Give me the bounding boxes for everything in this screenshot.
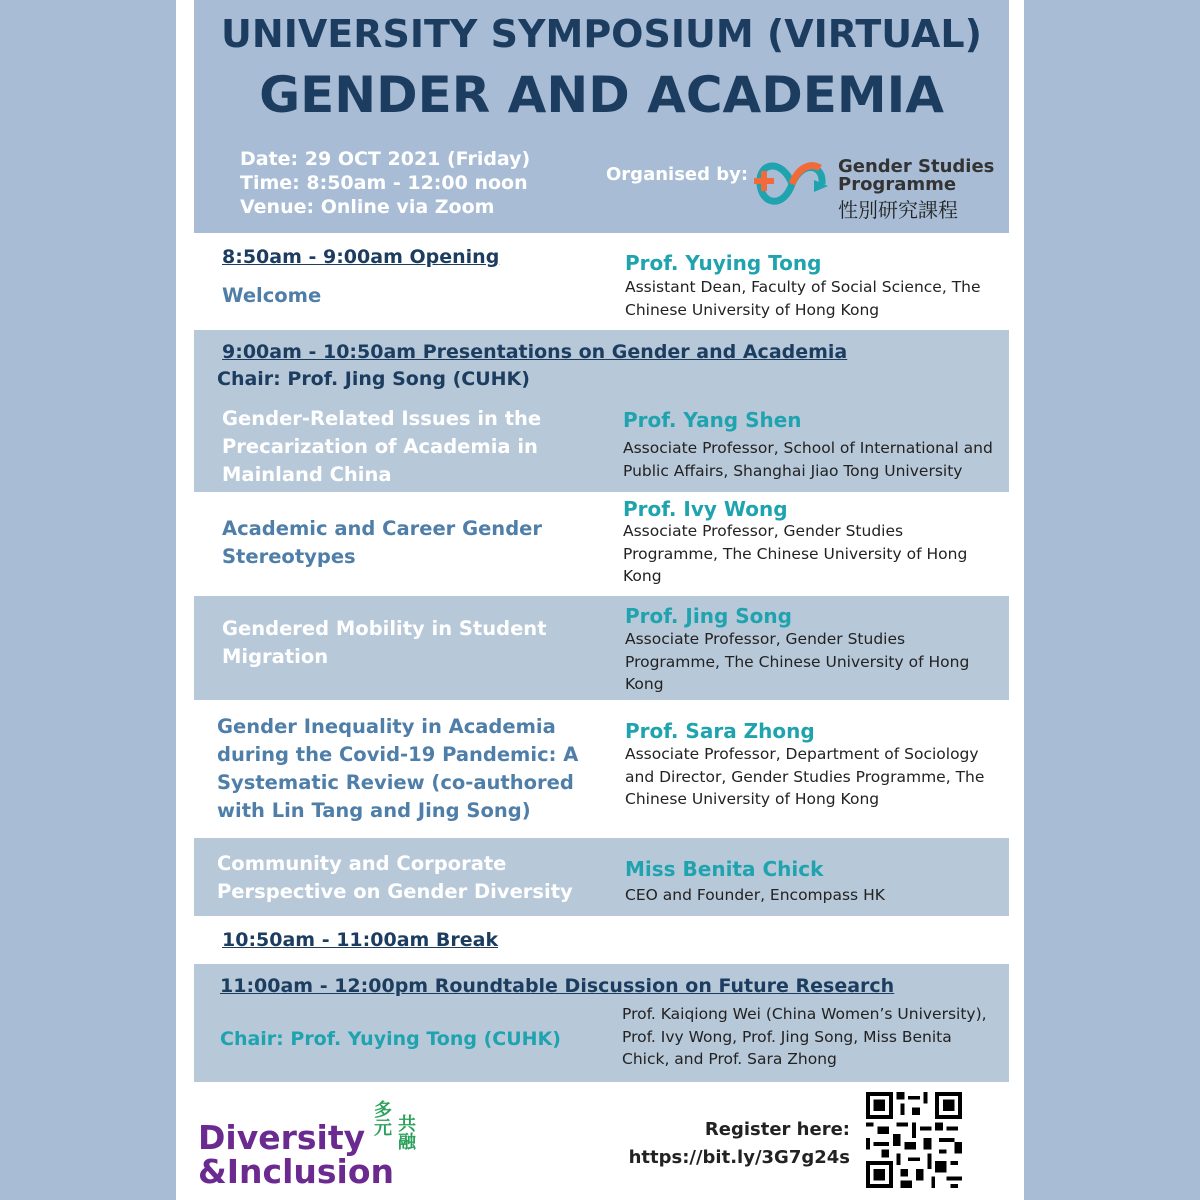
talk-5-speaker: Miss Benita Chick	[625, 857, 824, 881]
talk-4-topic: Gender Inequality in Academia during the Covid-19 Pandemic: A Systematic Review (co-authored with Lin Tang and Jing Song)	[217, 715, 579, 822]
talk-4-speaker: Prof. Sara Zhong	[625, 719, 815, 743]
talk-1-topic: Gender-Related Issues in the Precarization of Academia in Mainland China	[222, 407, 542, 486]
di-logo-line1: Diversity	[198, 1118, 366, 1157]
gsp-logo-icon	[752, 150, 832, 220]
presentations-slot: 9:00am - 10:50am Presentations on Gender and Academia	[222, 341, 848, 363]
roundtable-slot: 11:00am - 12:00pm Roundtable Discussion on Future Research	[220, 975, 895, 997]
talk-5-topic: Community and Corporate Perspective on Gender Diversity	[217, 852, 573, 903]
opening-affiliation: Assistant Dean, Faculty of Social Science, The Chinese University of Hong Kong	[625, 278, 981, 319]
roundtable-participants: Prof. Kaiqiong Wei (China Women’s University), Prof. Ivy Wong, Prof. Jing Song, Miss Benita Chick, and Prof. Sara Zhong	[622, 1005, 987, 1068]
gsp-logo-line3: 性別研究課程	[838, 198, 958, 222]
talk-5-affiliation: CEO and Founder, Encompass HK	[625, 886, 885, 904]
gender-studies-programme-logo	[752, 150, 1002, 220]
talk-1-affiliation: Associate Professor, School of International and Public Affairs, Shanghai Jiao Tong University	[623, 439, 993, 480]
break-slot: 10:50am - 11:00am Break	[222, 929, 499, 951]
talk-3-speaker: Prof. Jing Song	[625, 604, 792, 628]
talk-2-topic: Academic and Career Gender Stereotypes	[222, 517, 542, 568]
register-label: Register here:	[704, 1119, 850, 1140]
gsp-logo-line1: Gender Studies	[838, 156, 995, 177]
talk-2-speaker: Prof. Ivy Wong	[623, 497, 788, 521]
diversity-inclusion-logo	[198, 1100, 428, 1195]
title-line-1: UNIVERSITY SYMPOSIUM (VIRTUAL)	[221, 12, 982, 56]
event-date: Date: 29 OCT 2021 (Friday)	[240, 148, 531, 170]
organised-by-label: Organised by:	[606, 164, 749, 185]
opening-topic: Welcome	[222, 284, 322, 307]
event-time: Time: 8:50am - 12:00 noon	[240, 172, 528, 194]
register-url[interactable]: https://bit.ly/3G7g24s	[628, 1147, 850, 1168]
talk-4-affiliation: Associate Professor, Department of Sociology and Director, Gender Studies Programme, The Chinese University of Hong Kong	[625, 745, 985, 808]
opening-speaker: Prof. Yuying Tong	[625, 251, 822, 275]
roundtable-chair: Chair: Prof. Yuying Tong (CUHK)	[220, 1028, 561, 1050]
event-venue: Venue: Online via Zoom	[240, 196, 495, 218]
talk-2-affiliation: Associate Professor, Gender Studies Programme, The Chinese University of Hong Kong	[623, 522, 968, 585]
di-logo-cn1: 多元	[371, 1100, 392, 1136]
talk-3-affiliation: Associate Professor, Gender Studies Programme, The Chinese University of Hong Kong	[625, 630, 970, 693]
gsp-logo-line2: Programme	[838, 174, 957, 195]
talk-1-speaker: Prof. Yang Shen	[623, 408, 802, 432]
register-block	[629, 1116, 850, 1172]
talk-3-topic: Gendered Mobility in Student Migration	[222, 617, 547, 668]
title-line-2: GENDER AND ACADEMIA	[259, 66, 944, 124]
opening-slot: 8:50am - 9:00am Opening	[222, 246, 500, 268]
presentations-chair: Chair: Prof. Jing Song (CUHK)	[217, 368, 530, 390]
qr-code-icon[interactable]	[866, 1092, 962, 1188]
di-logo-cn2: 共融	[395, 1114, 416, 1150]
di-logo-line2: &Inclusion	[198, 1152, 395, 1191]
